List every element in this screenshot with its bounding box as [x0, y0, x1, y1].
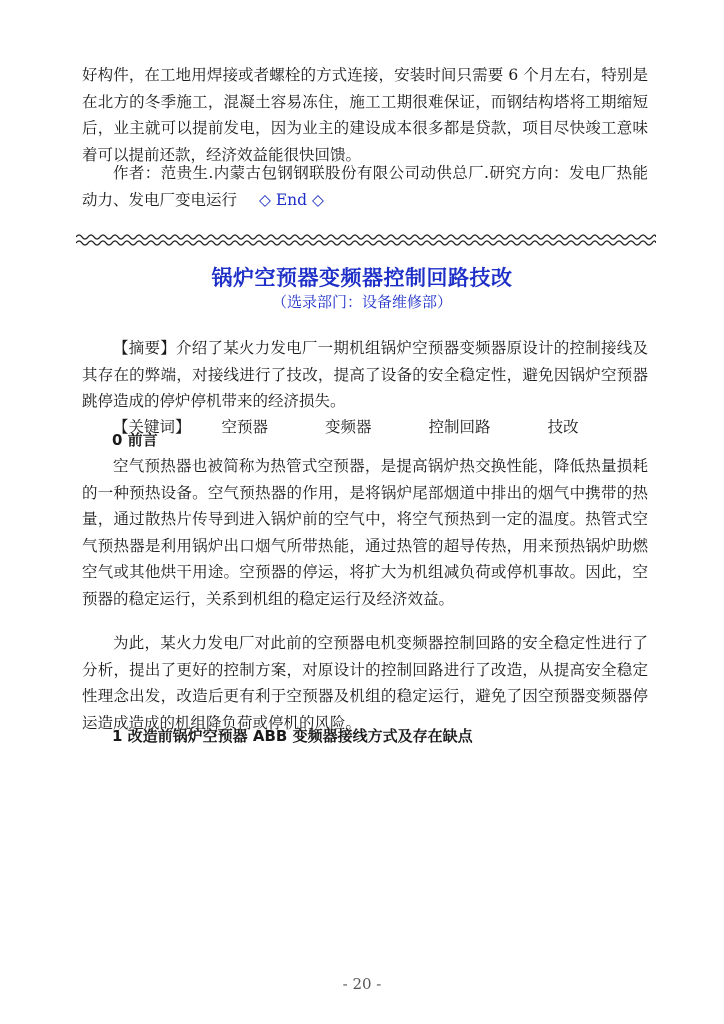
prev-article-body: 好构件，在工地用焊接或者螺栓的方式连接，安装时间只需要 6 个月左右，特别是在北方的冬季施工，混凝土容易冻住，施工工期很难保证，而钢结构塔将工期缩短后，业主就可以提前发电，因为业主的建设成本很多都是贷款，项目尽快竣工意味着可以提前还款，经济效益能很快回馈。: [82, 66, 648, 164]
end-mark: ◇ End ◇: [259, 190, 324, 209]
page-number: - 20 -: [342, 975, 382, 993]
intro-paragraph-1: 空气预热器也被简称为热管式空预器，是提高锅炉热交换性能，降低热量损耗的一种预热设备。空气预热器的作用，是将锅炉尾部烟道中排出的烟气中携带的热量，通过散热片传导到进入锅炉前的空气中，将空气预热到一定的温度。热管式空气预热器是利用锅炉出口烟气所带热能，通过热管的超导传热，用来预热锅炉助燃空气或其他烘干用途。空预器的停运，将扩大为机组减负荷或停机事故。因此，空预器的稳定运行，关系到机组的稳定运行及经济效益。: [82, 457, 648, 608]
keyword: 控制回路: [428, 418, 491, 436]
keyword: 空预器: [221, 418, 269, 436]
section-1-heading: 1 改造前锅炉空预器 ABB 变频器接线方式及存在缺点: [112, 727, 473, 745]
wavy-divider: [76, 233, 656, 249]
keywords-label: 【关键词】: [113, 418, 191, 436]
keyword: 技改: [547, 418, 579, 436]
prev-article-author: [82, 160, 648, 213]
keyword: 变频器: [325, 418, 372, 436]
section-0-heading: 0 前言: [112, 431, 158, 449]
intro-paragraph-2: 为此，某火力发电厂对此前的空预器电机变频器控制回路的安全稳定性进行了分析，提出了更好的控制方案，对原设计的控制回路进行了改造，从提高安全稳定性理念出发，改造后更有利于空预器及机组的稳定运行，避免了因空预器变频器停运造成造成的机组降负荷或停机的风险。: [82, 634, 648, 732]
author-text: 作者：范贵生.内蒙古包钢钢联股份有限公司动供总厂.研究方向：发电厂热能动力、发电厂变电运行: [82, 164, 648, 209]
abstract-text: 介绍了某火力发电厂一期机组锅炉空预器变频器原设计的控制接线及其存在的弊端，对接线进行了技改，提高了设备的安全稳定性，避免因锅炉空预器跳停造成的停炉停机带来的经济损失。: [82, 339, 648, 410]
article-subtitle: （选录部门：设备维修部）: [271, 293, 452, 311]
abstract: [82, 335, 648, 415]
abstract-label: 【摘要】: [113, 339, 176, 357]
article-title: 锅炉空预器变频器控制回路技改: [211, 266, 513, 290]
